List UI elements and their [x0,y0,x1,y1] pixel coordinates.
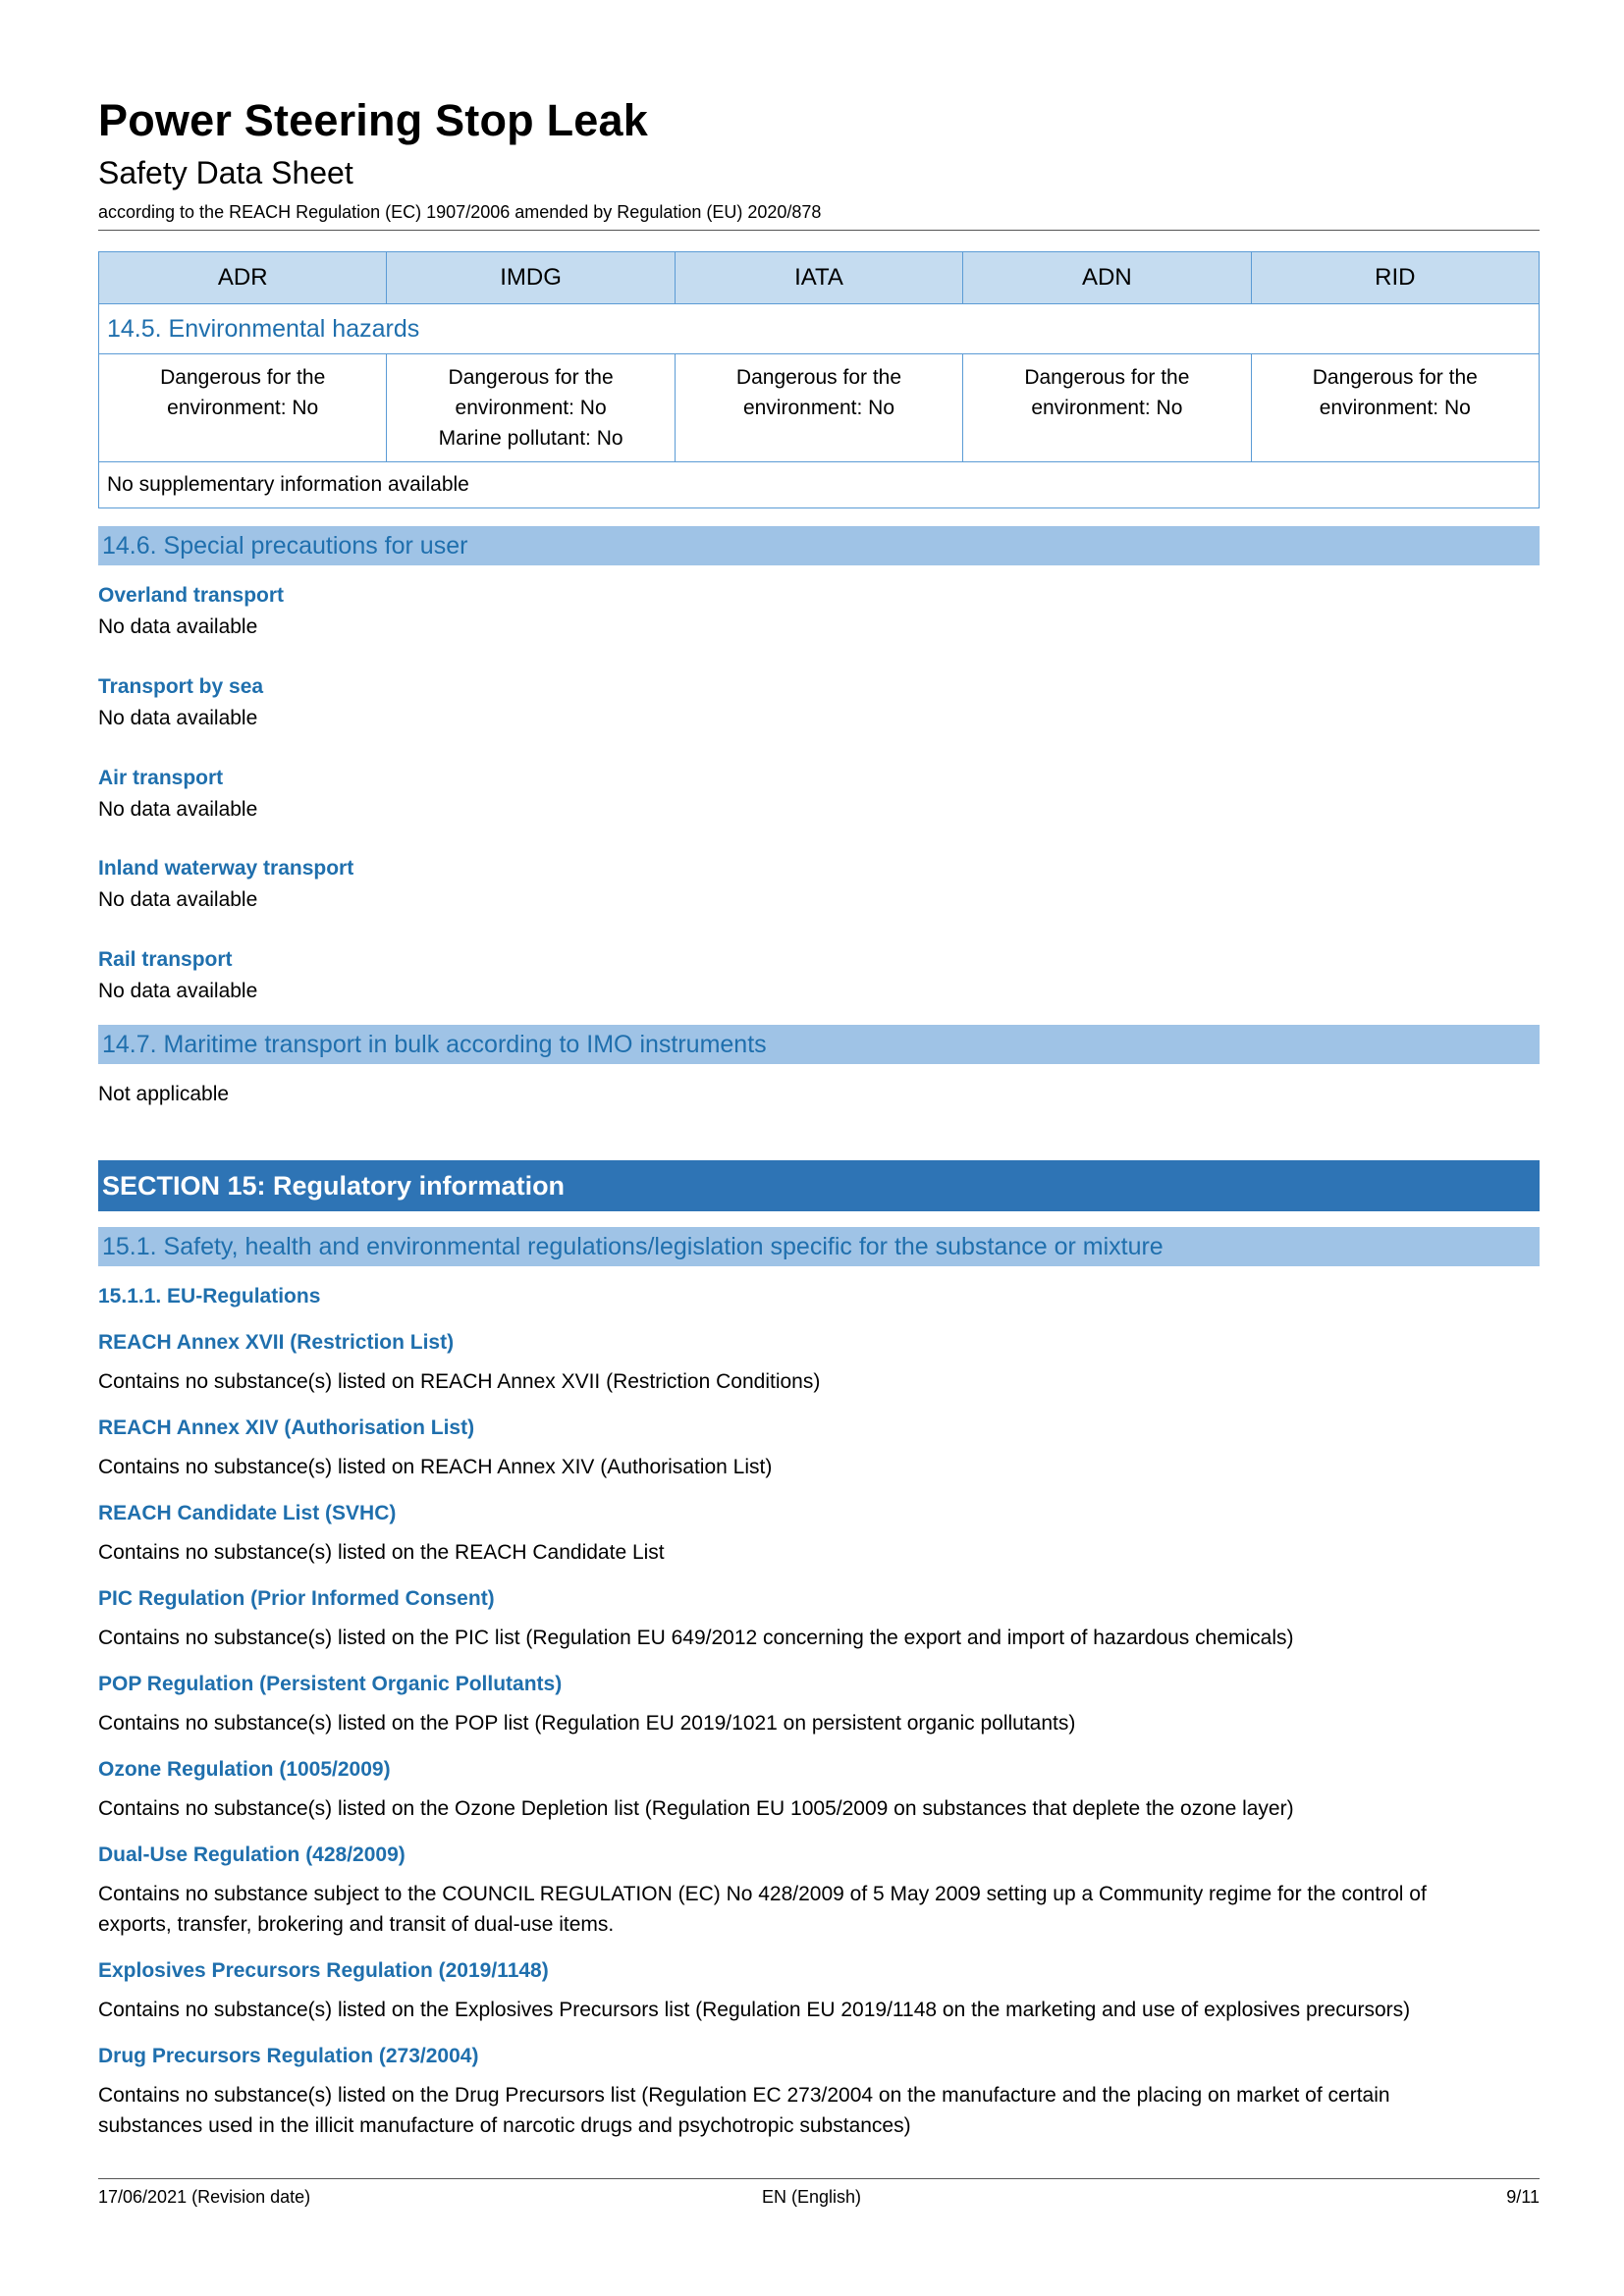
sea-transport-text: No data available [98,707,258,729]
footer-revision-date: 17/06/2021 (Revision date) [98,2187,311,2207]
explosives-regulation-text: Contains no substance(s) listed on the Explosives Precursors list (Regulation EU 2019/1148 on the marketing and use of explosives precursors) [98,1999,1411,2021]
document-title: Power Steering Stop Leak [98,95,648,145]
explosives-regulation-title: Explosives Precursors Regulation (2019/1148) [98,1959,549,1982]
transport-table [98,251,1540,508]
reach-annex-xvii-text: Contains no substance(s) listed on REACH Annex XVII (Restriction Conditions) [98,1370,821,1393]
pop-regulation-title: POP Regulation (Persistent Organic Pollutants) [98,1673,563,1695]
col-header-adr: ADR [99,252,387,304]
table-note: No supplementary information available [99,462,1540,508]
cell-adn: Dangerous for the environment: No [963,354,1251,462]
cell-imdg: Dangerous for the environment: No Marine pollutant: No [387,354,675,462]
cell-adr: Dangerous for the environment: No [99,354,387,462]
air-transport-text: No data available [98,798,258,821]
footer-page-number: 9/11 [1506,2187,1540,2207]
footer-divider [98,2178,1540,2179]
ozone-regulation-text: Contains no substance(s) listed on the Ozone Depletion list (Regulation EU 1005/2009 on substances that deplete the ozone layer) [98,1797,1294,1820]
drug-precursors-text-2: substances used in the illicit manufacture of narcotic drugs and psychotropic substances) [98,2114,911,2137]
col-header-imdg: IMDG [387,252,675,304]
pic-regulation-text: Contains no substance(s) listed on the PIC list (Regulation EU 649/2012 concerning the export and import of hazardous chemicals) [98,1627,1294,1649]
header-divider [98,230,1540,231]
col-header-iata: IATA [675,252,962,304]
dual-use-regulation-text-1: Contains no substance subject to the COUNCIL REGULATION (EC) No 428/2009 of 5 May 2009 setting up a Community regime for the control of [98,1883,1427,1905]
overland-transport-text: No data available [98,615,258,638]
overland-transport-title: Overland transport [98,584,285,607]
footer-language: EN (English) [762,2187,862,2207]
reach-annex-xvii-title: REACH Annex XVII (Restriction List) [98,1331,455,1354]
section-14-7-heading: 14.7. Maritime transport in bulk according to IMO instruments [98,1025,1540,1064]
cell-iata: Dangerous for the environment: No [675,354,962,462]
inland-waterway-text: No data available [98,888,258,911]
section-15-heading: SECTION 15: Regulatory information [98,1160,1540,1211]
reach-annex-xiv-text: Contains no substance(s) listed on REACH Annex XIV (Authorisation List) [98,1456,773,1478]
reach-candidate-text: Contains no substance(s) listed on the REACH Candidate List [98,1541,665,1564]
section-15-1-heading: 15.1. Safety, health and environmental regulations/legislation specific for the substance or mixture [98,1227,1540,1266]
document-subtitle: Safety Data Sheet [98,155,353,190]
col-header-rid: RID [1251,252,1539,304]
col-header-adn: ADN [963,252,1251,304]
drug-precursors-title: Drug Precursors Regulation (273/2004) [98,2045,479,2067]
rail-transport-text: No data available [98,980,258,1002]
air-transport-title: Air transport [98,767,224,789]
pop-regulation-text: Contains no substance(s) listed on the POP list (Regulation EU 2019/1021 on persistent organic pollutants) [98,1712,1076,1735]
env-hazards-row [99,354,1540,462]
inland-waterway-title: Inland waterway transport [98,857,354,880]
dual-use-regulation-title: Dual-Use Regulation (428/2009) [98,1843,406,1866]
regulation-line: according to the REACH Regulation (EC) 1907/2006 amended by Regulation (EU) 2020/878 [98,202,822,222]
section-14-6-heading: 14.6. Special precautions for user [98,526,1540,565]
reach-annex-xiv-title: REACH Annex XIV (Authorisation List) [98,1416,475,1439]
reach-candidate-title: REACH Candidate List (SVHC) [98,1502,397,1524]
ozone-regulation-title: Ozone Regulation (1005/2009) [98,1758,391,1781]
pic-regulation-title: PIC Regulation (Prior Informed Consent) [98,1587,495,1610]
transport-header-row [99,252,1540,304]
rail-transport-title: Rail transport [98,948,233,971]
cell-rid: Dangerous for the environment: No [1251,354,1539,462]
drug-precursors-text-1: Contains no substance(s) listed on the Drug Precursors list (Regulation EC 273/2004 on the manufacture and the placing on market of certain [98,2084,1390,2107]
section-14-7-text: Not applicable [98,1083,230,1105]
eu-regulations-heading: 15.1.1. EU-Regulations [98,1285,321,1308]
dual-use-regulation-text-2: exports, transfer, brokering and transit of dual-use items. [98,1913,615,1936]
env-hazards-heading: 14.5. Environmental hazards [99,304,1540,354]
sea-transport-title: Transport by sea [98,675,264,698]
